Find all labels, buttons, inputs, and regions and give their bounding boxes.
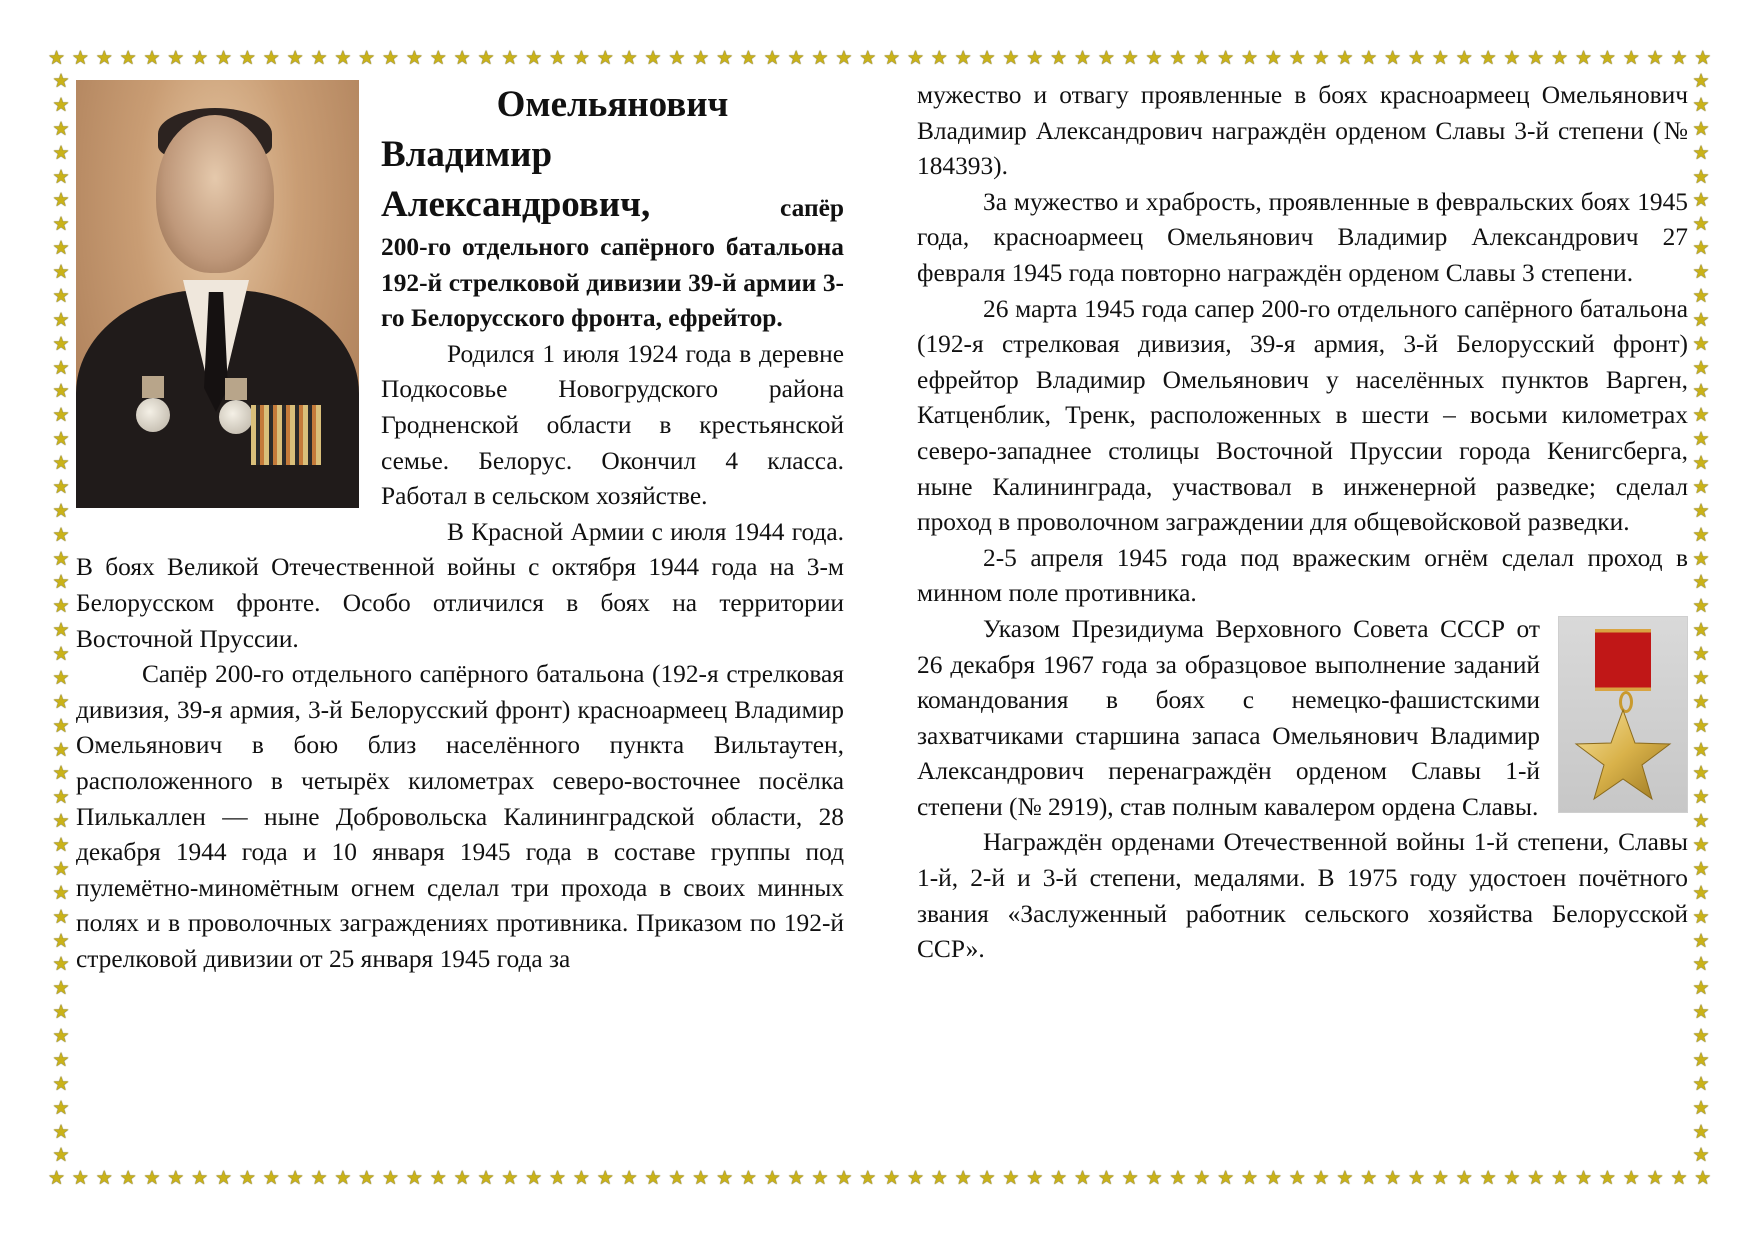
star-icon: ★ <box>811 1166 829 1189</box>
star-icon: ★ <box>167 1166 185 1189</box>
star-icon: ★ <box>1575 46 1593 69</box>
star-icon: ★ <box>48 1166 66 1189</box>
portrait-photo <box>76 80 359 508</box>
star-icon: ★ <box>930 46 948 69</box>
star-icon: ★ <box>811 46 829 69</box>
star-icon: ★ <box>1670 1166 1688 1189</box>
star-icon: ★ <box>1431 1166 1449 1189</box>
left-column <box>76 80 844 977</box>
star-icon: ★ <box>52 308 70 331</box>
star-icon: ★ <box>883 46 901 69</box>
star-icon: ★ <box>501 1166 519 1189</box>
star-icon: ★ <box>477 1166 495 1189</box>
star-icon: ★ <box>1288 1166 1306 1189</box>
star-icon: ★ <box>52 404 70 427</box>
star-icon: ★ <box>52 1001 70 1024</box>
star-icon: ★ <box>52 619 70 642</box>
star-icon: ★ <box>191 46 209 69</box>
star-icon: ★ <box>1264 46 1282 69</box>
star-icon: ★ <box>52 261 70 283</box>
star-icon: ★ <box>1692 643 1710 665</box>
star-icon: ★ <box>1097 1166 1115 1189</box>
star-icon: ★ <box>286 46 304 69</box>
star-icon: ★ <box>1692 141 1710 164</box>
star-icon: ★ <box>549 46 567 69</box>
star-icon: ★ <box>1692 786 1710 809</box>
right-column <box>917 78 1688 968</box>
star-icon: ★ <box>596 1166 614 1189</box>
star-icon: ★ <box>334 46 352 69</box>
star-icon: ★ <box>1692 523 1710 546</box>
star-icon: ★ <box>739 46 757 69</box>
star-icon: ★ <box>1692 475 1710 498</box>
star-icon: ★ <box>1050 46 1068 69</box>
star-icon: ★ <box>1121 1166 1139 1189</box>
star-icon: ★ <box>1455 46 1473 69</box>
star-icon: ★ <box>52 380 70 403</box>
star-icon: ★ <box>1646 1166 1664 1189</box>
star-icon: ★ <box>167 46 185 69</box>
star-icon: ★ <box>310 46 328 69</box>
star-icon: ★ <box>978 46 996 69</box>
star-icon: ★ <box>52 189 70 212</box>
star-icon: ★ <box>1264 1166 1282 1189</box>
star-icon: ★ <box>52 810 70 833</box>
star-icon: ★ <box>1479 1166 1497 1189</box>
star-icon: ★ <box>262 46 280 69</box>
star-icon: ★ <box>596 46 614 69</box>
star-icon: ★ <box>52 499 70 522</box>
star-icon: ★ <box>644 1166 662 1189</box>
star-icon: ★ <box>1692 70 1710 92</box>
star-icon: ★ <box>405 1166 423 1189</box>
star-icon: ★ <box>1193 46 1211 69</box>
star-icon: ★ <box>1692 284 1710 307</box>
star-icon: ★ <box>1169 1166 1187 1189</box>
star-icon: ★ <box>692 46 710 69</box>
star-icon: ★ <box>692 1166 710 1189</box>
star-icon: ★ <box>1692 332 1710 355</box>
star-icon: ★ <box>52 93 70 116</box>
intro-paragraph: Родился 1 июля 1924 года в деревне Подкосовье Новогрудского района Гродненской области в крестьянской семье. Белорус. Окончил 4 класса. Работал в сельском хозяйстве. <box>381 339 844 511</box>
star-icon: ★ <box>1692 1025 1710 1047</box>
star-icon: ★ <box>382 1166 400 1189</box>
star-icon: ★ <box>1692 356 1710 379</box>
star-icon: ★ <box>1336 1166 1354 1189</box>
star-icon: ★ <box>644 46 662 69</box>
star-icon: ★ <box>1598 46 1616 69</box>
star-icon: ★ <box>1551 46 1569 69</box>
star-icon: ★ <box>1217 46 1235 69</box>
star-icon: ★ <box>1692 738 1710 761</box>
star-icon: ★ <box>95 1166 113 1189</box>
honors-paragraph: Награждён орденами Отечественной войны 1-й степени, Славы 1-й, 2-й и 3-й степени, медалями. В 1975 году удостоен почётного звания «Заслуженный работник сельского хозяйства Белорусской ССР». <box>917 828 1688 964</box>
star-icon: ★ <box>1407 46 1426 69</box>
star-icon: ★ <box>429 46 447 69</box>
star-icon: ★ <box>215 1166 233 1189</box>
star-icon: ★ <box>668 46 686 69</box>
star-icon: ★ <box>52 786 70 809</box>
star-icon: ★ <box>1692 93 1710 116</box>
star-icon: ★ <box>71 1166 89 1189</box>
star-icon: ★ <box>1692 213 1710 236</box>
star-icon: ★ <box>52 141 70 164</box>
star-icon: ★ <box>1193 1166 1211 1189</box>
star-icon: ★ <box>1384 1166 1402 1189</box>
star-icon: ★ <box>1551 1166 1569 1189</box>
star-icon: ★ <box>52 738 70 761</box>
star-icon: ★ <box>1240 1166 1259 1189</box>
star-icon: ★ <box>525 46 543 69</box>
star-icon: ★ <box>1622 46 1640 69</box>
star-icon: ★ <box>52 428 70 451</box>
star-icon: ★ <box>1050 1166 1068 1189</box>
star-icon: ★ <box>477 46 495 69</box>
star-icon: ★ <box>52 929 70 952</box>
star-icon: ★ <box>52 117 70 140</box>
star-icon: ★ <box>1692 619 1710 642</box>
star-icon: ★ <box>1169 46 1187 69</box>
star-icon: ★ <box>1692 977 1710 1000</box>
star-icon: ★ <box>334 1166 352 1189</box>
award-paragraph-2: За мужество и храбрость, проявленные в февральских боях 1945 года, красноармеец Омельянович Владимир Александрович 27 февраля 1945 года повторно награждён орденом Славы 3 степени. <box>917 187 1688 287</box>
star-icon: ★ <box>787 46 805 69</box>
star-icon: ★ <box>835 1166 853 1189</box>
star-icon: ★ <box>1692 834 1710 856</box>
star-icon: ★ <box>1312 46 1330 69</box>
star-icon: ★ <box>549 1166 567 1189</box>
star-icon: ★ <box>52 714 70 737</box>
star-icon: ★ <box>739 1166 757 1189</box>
star-icon: ★ <box>954 46 972 69</box>
star-icon: ★ <box>1002 46 1020 69</box>
star-icon: ★ <box>1145 1166 1163 1189</box>
star-icon: ★ <box>1479 46 1497 69</box>
star-icon: ★ <box>1598 1166 1616 1189</box>
star-icon: ★ <box>1694 1166 1712 1189</box>
star-icon: ★ <box>787 1166 805 1189</box>
star-icon: ★ <box>1692 881 1710 904</box>
star-icon: ★ <box>1384 46 1402 69</box>
star-icon: ★ <box>52 237 70 260</box>
star-icon: ★ <box>1503 46 1521 69</box>
star-icon: ★ <box>52 977 70 1000</box>
star-icon: ★ <box>1026 46 1044 69</box>
star-icon: ★ <box>1692 1120 1710 1143</box>
star-icon: ★ <box>52 1120 70 1143</box>
star-icon: ★ <box>52 165 70 188</box>
star-icon: ★ <box>1692 1048 1710 1071</box>
star-icon: ★ <box>52 1072 70 1095</box>
border-bottom <box>48 1167 1712 1189</box>
star-icon: ★ <box>1692 189 1710 212</box>
star-icon: ★ <box>1692 1144 1710 1167</box>
star-icon: ★ <box>1692 404 1710 427</box>
star-icon: ★ <box>215 46 233 69</box>
star-icon: ★ <box>52 70 70 92</box>
patronymic-heading: Александрович, <box>381 184 651 225</box>
star-icon: ★ <box>286 1166 304 1189</box>
star-icon: ★ <box>429 1166 447 1189</box>
star-icon: ★ <box>52 595 70 618</box>
star-icon: ★ <box>1455 1166 1473 1189</box>
star-icon: ★ <box>1360 46 1378 69</box>
star-icon: ★ <box>143 1166 161 1189</box>
star-icon: ★ <box>52 643 70 665</box>
star-icon: ★ <box>1692 452 1710 474</box>
star-icon: ★ <box>95 46 113 69</box>
star-icon: ★ <box>525 1166 543 1189</box>
star-icon: ★ <box>930 1166 948 1189</box>
star-icon: ★ <box>1240 46 1259 69</box>
star-icon: ★ <box>52 666 70 689</box>
first-name-heading: Владимир <box>381 134 553 175</box>
star-icon: ★ <box>405 46 423 69</box>
rank-first-word: сапёр <box>780 194 844 222</box>
star-icon: ★ <box>763 46 781 69</box>
star-icon: ★ <box>1692 380 1710 403</box>
star-icon: ★ <box>1692 117 1710 140</box>
star-icon: ★ <box>1312 1166 1330 1189</box>
star-icon: ★ <box>52 1096 70 1119</box>
star-icon: ★ <box>52 452 70 474</box>
star-icon: ★ <box>1692 308 1710 331</box>
service-paragraph: В Красной Армии с июля 1944 года. В боях Великой Отечественной войны с октября 1944 года на 3-м Белорусском фронте. Особо отличился в боях на территории Восточной Пруссии. <box>76 517 844 653</box>
star-icon: ★ <box>1575 1166 1593 1189</box>
star-icon: ★ <box>906 46 924 69</box>
star-icon: ★ <box>954 1166 972 1189</box>
star-icon: ★ <box>52 690 70 713</box>
star-icon: ★ <box>52 1048 70 1071</box>
surname-heading: Омельянович <box>496 84 729 125</box>
star-icon: ★ <box>1692 1096 1710 1119</box>
star-icon: ★ <box>1692 810 1710 833</box>
star-icon: ★ <box>1097 46 1115 69</box>
star-icon: ★ <box>52 547 70 570</box>
reconnaissance-paragraph: 26 марта 1945 года сапер 200-го отдельного сапёрного батальона (192-я стрелковая дивизия, 39-я армия, 3-й Белорусский фронт) ефрейтор Владимир Омельянович у населённых пунктов Варген, Катценблик, Тренк, расположенных в шести – восьми километрах северо-западнее столицы Восточной Пруссии города Кенигсберга, ныне Калининграда, участвовал в инженерной разведке; сделал проход в проволочном заграждении для общевойсковой разведки. <box>917 294 1688 537</box>
border-top <box>48 47 1712 69</box>
star-icon: ★ <box>1670 46 1688 69</box>
star-icon: ★ <box>119 46 137 69</box>
star-icon: ★ <box>358 46 376 69</box>
star-icon: ★ <box>48 46 66 69</box>
star-icon: ★ <box>238 1166 256 1189</box>
star-icon: ★ <box>1121 46 1139 69</box>
star-icon: ★ <box>1073 46 1091 69</box>
star-icon: ★ <box>859 1166 877 1189</box>
star-icon: ★ <box>1692 165 1710 188</box>
star-icon: ★ <box>668 1166 686 1189</box>
award-paragraph-1: мужество и отвагу проявленные в боях красноармеец Омельянович Владимир Александрович награждён орденом Славы 3-й степени (№ 184393). <box>917 81 1688 181</box>
star-icon: ★ <box>716 46 734 69</box>
rank-text: 200-го отдельного сапёрного батальона 192-й стрелковой дивизии 39-й армии 3-го Белорусского фронта, ефрейтор. <box>381 233 844 333</box>
star-icon: ★ <box>453 1166 471 1189</box>
star-icon: ★ <box>1692 499 1710 522</box>
star-icon: ★ <box>1527 1166 1545 1189</box>
star-icon: ★ <box>52 1025 70 1047</box>
battle-paragraph: Сапёр 200-го отдельного сапёрного батальона (192-я стрелковая дивизия, 39-я армия, 3-й Белорусский фронт) красноармеец Владимир Омельянович в бою близ населённого пункта Вильтаутен, расположенного в четырёх километрах северо-восточнее посёлка Пилькаллен — ныне Добровольска Калининградской области, 28 декабря 1944 года и 10 января 1945 года в составе группы под пулемётно-миномётным огнем сделал три прохода в своих минных полях и в проволочных заграждениях противника. Приказом по 192-й стрелковой дивизии от 25 января 1945 года за <box>76 660 844 973</box>
gold-star-medal-image <box>1558 616 1688 813</box>
star-icon: ★ <box>52 857 70 880</box>
star-icon: ★ <box>1692 547 1710 570</box>
star-icon: ★ <box>716 1166 734 1189</box>
star-icon: ★ <box>1527 46 1545 69</box>
star-icon: ★ <box>52 356 70 379</box>
star-icon: ★ <box>1692 857 1710 880</box>
star-icon: ★ <box>1360 1166 1378 1189</box>
star-icon: ★ <box>1692 1072 1710 1095</box>
star-icon: ★ <box>52 905 70 928</box>
star-icon: ★ <box>1002 1166 1020 1189</box>
star-icon: ★ <box>572 1166 590 1189</box>
star-icon: ★ <box>1692 261 1710 283</box>
star-icon: ★ <box>1622 1166 1640 1189</box>
patronymic-line <box>381 180 844 230</box>
border-left <box>50 72 72 1166</box>
star-icon: ★ <box>52 953 70 976</box>
star-icon: ★ <box>978 1166 996 1189</box>
star-icon: ★ <box>191 1166 209 1189</box>
star-icon: ★ <box>238 46 256 69</box>
star-icon: ★ <box>1692 762 1710 785</box>
star-icon: ★ <box>52 332 70 355</box>
star-icon: ★ <box>52 213 70 236</box>
star-icon: ★ <box>1336 46 1354 69</box>
star-icon: ★ <box>143 46 161 69</box>
star-icon: ★ <box>1407 1166 1426 1189</box>
minefield-paragraph: 2-5 апреля 1945 года под вражеским огнём сделал проход в минном поле противника. <box>917 543 1688 608</box>
star-icon: ★ <box>1692 1001 1710 1024</box>
star-icon: ★ <box>52 284 70 307</box>
star-icon: ★ <box>453 46 471 69</box>
star-icon: ★ <box>1692 666 1710 689</box>
star-icon: ★ <box>620 46 638 69</box>
star-icon: ★ <box>1145 46 1163 69</box>
star-icon: ★ <box>52 523 70 546</box>
star-icon: ★ <box>501 46 519 69</box>
border-right <box>1690 72 1712 1166</box>
star-icon: ★ <box>1692 929 1710 952</box>
star-icon: ★ <box>572 46 590 69</box>
star-icon: ★ <box>859 46 877 69</box>
star-icon: ★ <box>382 46 400 69</box>
star-icon: ★ <box>883 1166 901 1189</box>
star-icon: ★ <box>52 475 70 498</box>
star-icon: ★ <box>763 1166 781 1189</box>
star-icon: ★ <box>1073 1166 1091 1189</box>
star-icon: ★ <box>52 881 70 904</box>
star-icon: ★ <box>1692 428 1710 451</box>
star-icon: ★ <box>52 571 70 594</box>
star-icon: ★ <box>52 762 70 785</box>
star-icon: ★ <box>1288 46 1306 69</box>
star-icon: ★ <box>1026 1166 1044 1189</box>
star-icon: ★ <box>1646 46 1664 69</box>
star-icon: ★ <box>52 1144 70 1167</box>
star-icon: ★ <box>119 1166 137 1189</box>
star-icon: ★ <box>1692 237 1710 260</box>
star-icon: ★ <box>358 1166 376 1189</box>
star-icon: ★ <box>1431 46 1449 69</box>
star-icon: ★ <box>52 834 70 856</box>
star-icon: ★ <box>1692 571 1710 594</box>
star-icon: ★ <box>906 1166 924 1189</box>
star-icon: ★ <box>1692 595 1710 618</box>
star-icon: ★ <box>1217 1166 1235 1189</box>
star-icon: ★ <box>835 46 853 69</box>
medal-star-icon <box>1559 617 1687 812</box>
star-icon: ★ <box>1692 690 1710 713</box>
star-icon: ★ <box>1694 46 1712 69</box>
star-icon: ★ <box>1692 714 1710 737</box>
star-icon: ★ <box>1692 953 1710 976</box>
star-icon: ★ <box>1503 1166 1521 1189</box>
star-icon: ★ <box>310 1166 328 1189</box>
star-icon: ★ <box>262 1166 280 1189</box>
decree-paragraph: Указом Президиума Верховного Совета СССР от 26 декабря 1967 года за образцовое выполнение заданий командования в боях с немецко-фашистскими захватчиками старшина запаса Омельянович Владимир Александрович перенаграждён орденом Славы 1-й степени (№ 2919), став полным кавалером ордена Славы. <box>917 614 1540 821</box>
star-icon: ★ <box>1692 905 1710 928</box>
star-icon: ★ <box>71 46 89 69</box>
star-icon: ★ <box>620 1166 638 1189</box>
